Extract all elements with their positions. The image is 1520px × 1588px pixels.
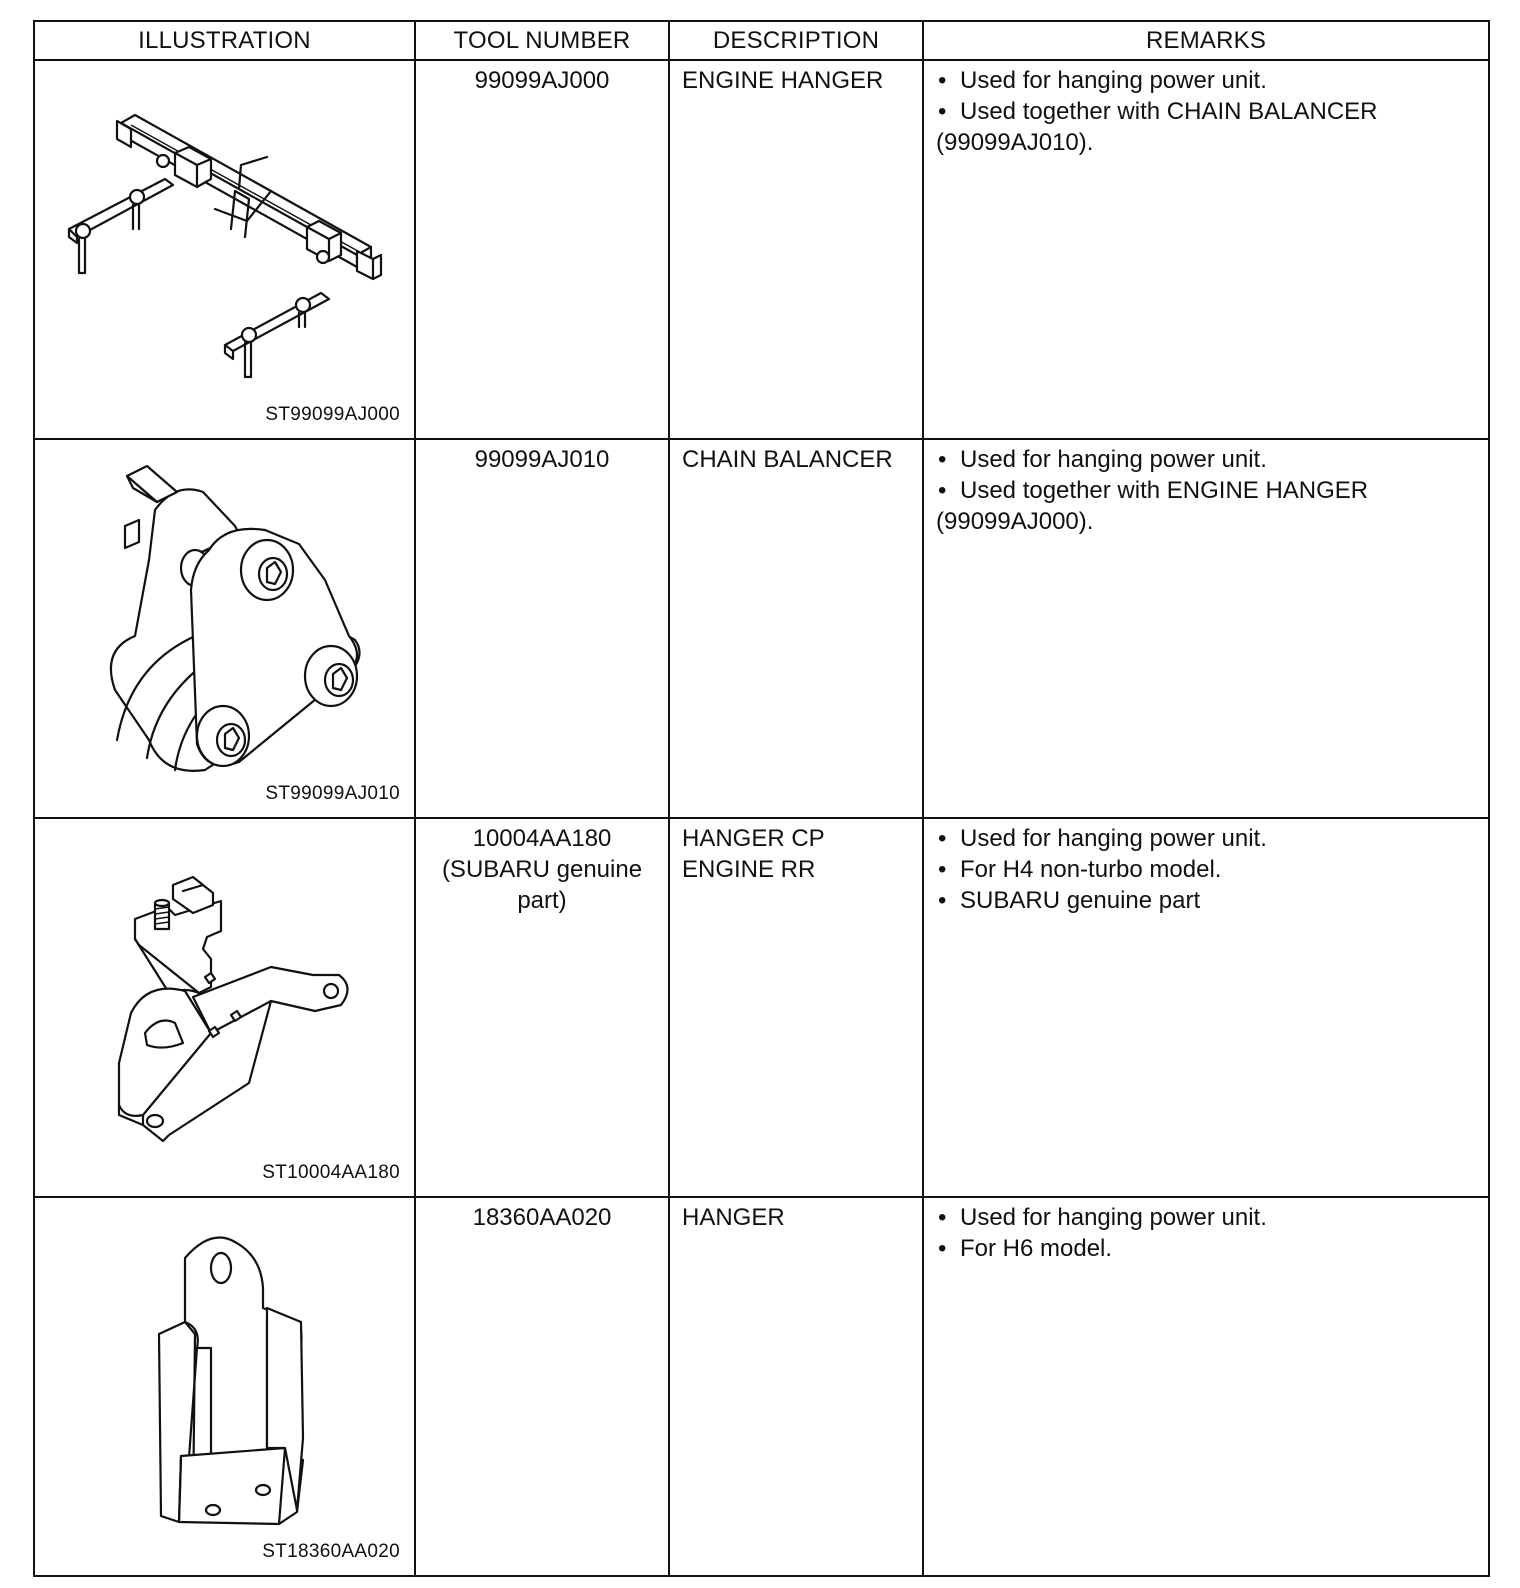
tool-number-note: part)	[517, 887, 567, 914]
tool-number-cell	[415, 1197, 669, 1576]
tool-number: 99099AJ000	[474, 67, 610, 94]
illustration-cell	[34, 439, 415, 818]
engine-hanger-illustration	[35, 61, 413, 438]
table-row	[34, 1197, 1489, 1576]
description-cell	[669, 818, 923, 1197]
special-tools-table	[33, 20, 1490, 1577]
description: HANGER	[682, 1204, 785, 1231]
table-row	[34, 60, 1489, 439]
table-row	[34, 439, 1489, 818]
hanger-illustration	[35, 1198, 413, 1575]
tool-number: 99099AJ010	[474, 446, 610, 473]
remark-item: • For H4 non-turbo model.	[936, 854, 1480, 885]
description: HANGER CP	[682, 825, 825, 852]
tool-number-cell	[415, 439, 669, 818]
description-cell	[669, 60, 923, 439]
remarks-cell	[923, 1197, 1489, 1576]
remarks-cell	[923, 60, 1489, 439]
illustration-code: ST99099AJ010	[265, 783, 400, 804]
remark-item: • Used for hanging power unit.	[936, 823, 1480, 854]
remark-item: • Used for hanging power unit.	[936, 1202, 1480, 1233]
remarks-cell	[923, 439, 1489, 818]
header-row	[34, 21, 1489, 60]
description: ENGINE RR	[682, 856, 816, 883]
tool-number-note: (SUBARU genuine	[441, 856, 643, 883]
header-illustration: ILLUSTRATION	[34, 21, 415, 60]
hanger-cp-engine-rr-illustration	[35, 819, 413, 1196]
illustration-code: ST10004AA180	[262, 1162, 400, 1183]
remark-item: • Used together with CHAIN BALANCER (99099AJ010).	[936, 96, 1480, 158]
header-tool-number: TOOL NUMBER	[415, 21, 669, 60]
tool-number: 10004AA180	[472, 825, 612, 852]
illustration-code: ST18360AA020	[262, 1541, 400, 1562]
description-cell	[669, 439, 923, 818]
illustration-cell	[34, 60, 415, 439]
illustration-code: ST99099AJ000	[265, 404, 400, 425]
description: ENGINE HANGER	[682, 67, 884, 94]
description: CHAIN BALANCER	[682, 446, 893, 473]
tool-number-cell	[415, 60, 669, 439]
header-remarks: REMARKS	[923, 21, 1489, 60]
header-description: DESCRIPTION	[669, 21, 923, 60]
tool-number-cell	[415, 818, 669, 1197]
illustration-cell	[34, 1197, 415, 1576]
remark-item: • Used for hanging power unit.	[936, 444, 1480, 475]
chain-balancer-illustration	[35, 440, 413, 817]
remark-item: • Used together with ENGINE HANGER (99099AJ000).	[936, 475, 1480, 537]
tool-number: 18360AA020	[472, 1204, 612, 1231]
remark-item: • Used for hanging power unit.	[936, 65, 1480, 96]
remarks-cell	[923, 818, 1489, 1197]
remark-item: • SUBARU genuine part	[936, 885, 1480, 916]
description-cell	[669, 1197, 923, 1576]
illustration-cell	[34, 818, 415, 1197]
remark-item: • For H6 model.	[936, 1233, 1480, 1264]
table-row	[34, 818, 1489, 1197]
